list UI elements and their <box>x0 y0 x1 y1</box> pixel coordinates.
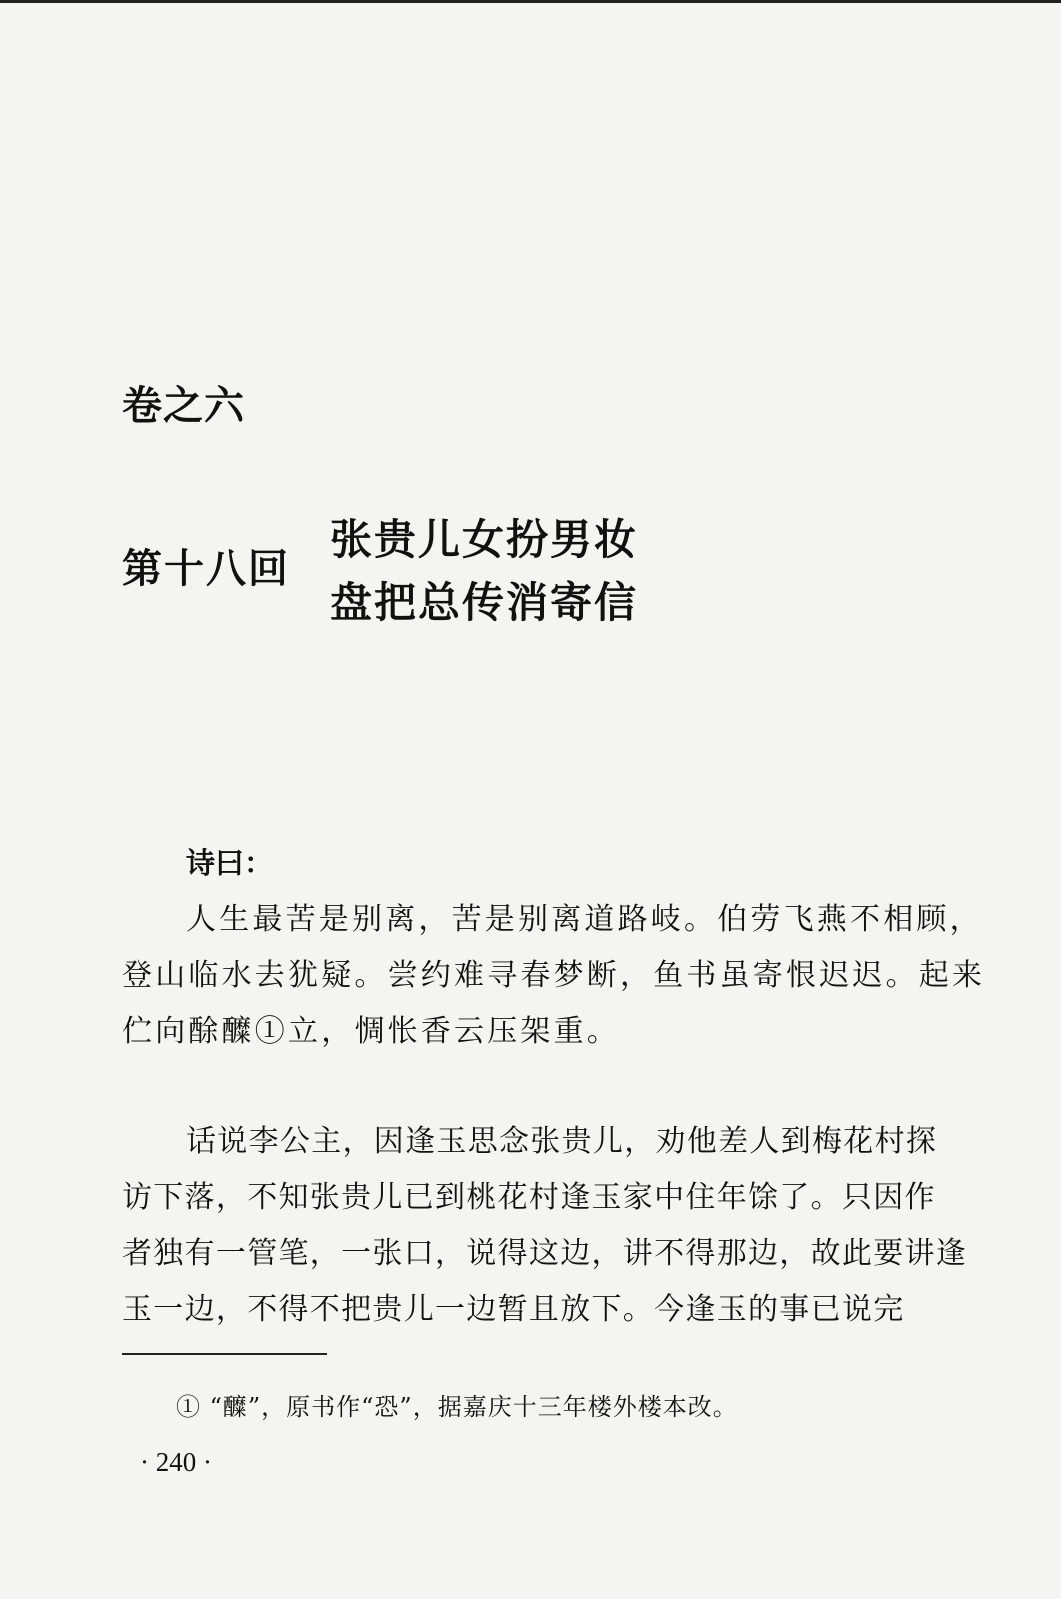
chapter-title-line-1: 张贵儿女扮男妆 <box>330 515 639 564</box>
body-text-line: 玉一边，不得不把贵儿一边暂且放下。今逢玉的事已说完 <box>122 1292 905 1327</box>
top-edge-line <box>0 0 1061 3</box>
body-text-line: 者独有一管笔，一张口，说得这边，讲不得那边，故此要讲逢 <box>122 1236 968 1271</box>
page-number: · 240 · <box>140 1447 212 1477</box>
poem-line: 伫向酴醾①立，惆怅香云压架重。 <box>122 1014 620 1049</box>
volume-title: 卷之六 <box>122 382 245 429</box>
chapter-title-line-2: 盘把总传消寄信 <box>330 578 639 627</box>
poem-line: 登山临水去犹疑。尝约难寻春梦断，鱼书虽寄恨迟迟。起来 <box>122 958 986 993</box>
body-text-line: 访下落，不知张贵儿已到桃花村逢玉家中住年馀了。只因作 <box>122 1180 936 1215</box>
body-text-line: 话说李公主，因逢玉思念张贵儿，劝他差人到梅花村探 <box>186 1124 938 1159</box>
footnote: ① “醾”，原书作“恐”，据嘉庆十三年楼外楼本改。 <box>176 1393 738 1421</box>
poem-label: 诗曰： <box>186 846 274 880</box>
footnote-separator <box>122 1353 327 1355</box>
chapter-number: 第十八回 <box>122 545 290 592</box>
poem-line: 人生最苦是别离，苦是别离道路岐。伯劳飞燕不相顾， <box>186 902 983 937</box>
